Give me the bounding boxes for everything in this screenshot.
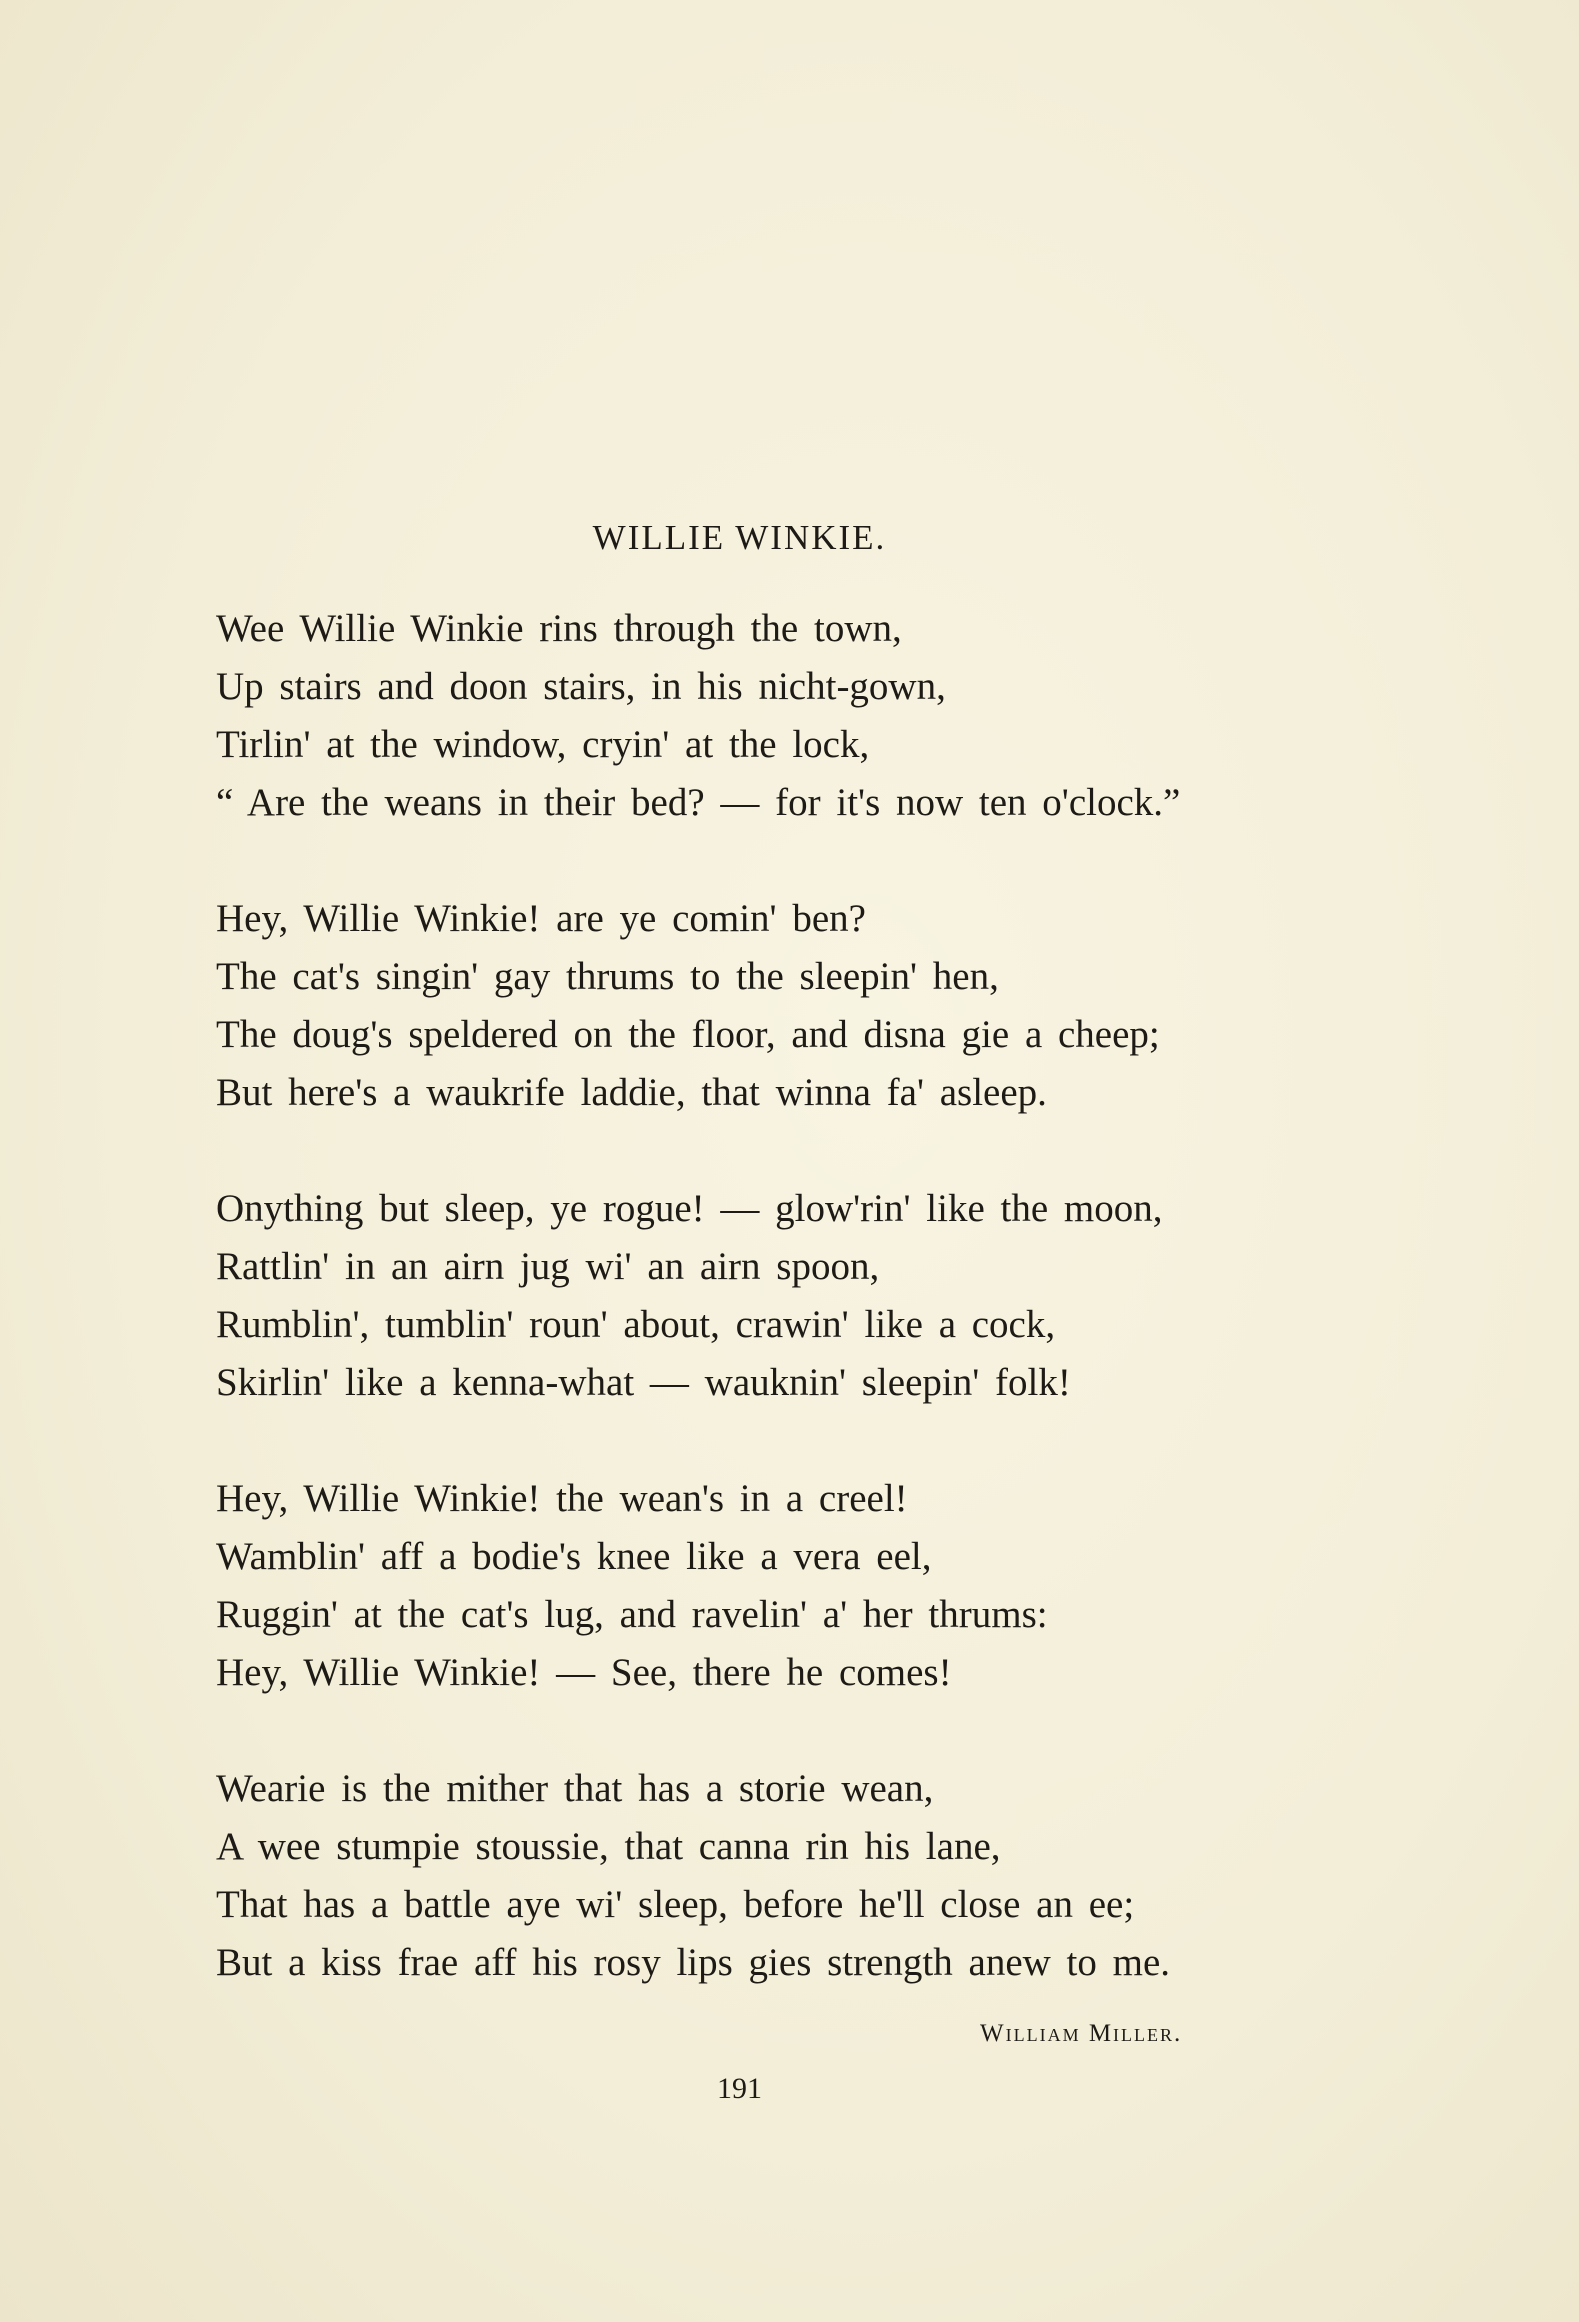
poem-line: Rumblin', tumblin' roun' about, crawin' like a cock, xyxy=(216,1303,1056,1346)
poem-line: Wamblin' aff a bodie's knee like a vera eel, xyxy=(216,1535,932,1578)
poem-line: Wearie is the mither that has a storie wean, xyxy=(216,1767,934,1810)
stanza-5 xyxy=(216,1760,1366,1992)
poem-line: Skirlin' like a kenna-what — wauknin' sleepin' folk! xyxy=(216,1361,1071,1404)
poem-line: Tirlin' at the window, cryin' at the lock, xyxy=(216,723,870,766)
stanza-3 xyxy=(216,1180,1366,1412)
poem-line: Ruggin' at the cat's lug, and ravelin' a' her thrums: xyxy=(216,1593,1048,1636)
poem-line: Rattlin' in an airn jug wi' an airn spoon, xyxy=(216,1245,880,1288)
poem-line: Hey, Willie Winkie! are ye comin' ben? xyxy=(216,897,866,940)
poem-line: But here's a waukrife laddie, that winna fa' asleep. xyxy=(216,1071,1047,1114)
poem-line: Onything but sleep, ye rogue! — glow'rin' like the moon, xyxy=(216,1187,1163,1230)
poem-line: The cat's singin' gay thrums to the sleepin' hen, xyxy=(216,955,999,998)
stanza-1 xyxy=(216,600,1366,832)
poem-line: Hey, Willie Winkie! — See, there he comes! xyxy=(216,1651,952,1694)
stanza-4 xyxy=(216,1470,1366,1702)
poem-line: But a kiss frae aff his rosy lips gies strength anew to me. xyxy=(216,1941,1171,1984)
poem-line: The doug's speldered on the floor, and disna gie a cheep; xyxy=(216,1013,1160,1056)
poem-line: “ Are the weans in their bed? — for it's now ten o'clock.” xyxy=(216,781,1181,824)
poem-title: WILLIE WINKIE. xyxy=(592,518,887,557)
poem-line: That has a battle aye wi' sleep, before he'll close an ee; xyxy=(216,1883,1135,1926)
poem-body xyxy=(216,600,1366,2050)
poem-line: A wee stumpie stoussie, that canna rin his lane, xyxy=(216,1825,1001,1868)
poem-line: Hey, Willie Winkie! the wean's in a creel! xyxy=(216,1477,908,1520)
poem-line: Up stairs and doon stairs, in his nicht-gown, xyxy=(216,665,946,708)
stanza-2 xyxy=(216,890,1366,1122)
poem-line: Wee Willie Winkie rins through the town, xyxy=(216,607,902,650)
page-number: 191 xyxy=(717,2072,762,2105)
author-signature: William Miller. xyxy=(980,2020,1183,2047)
